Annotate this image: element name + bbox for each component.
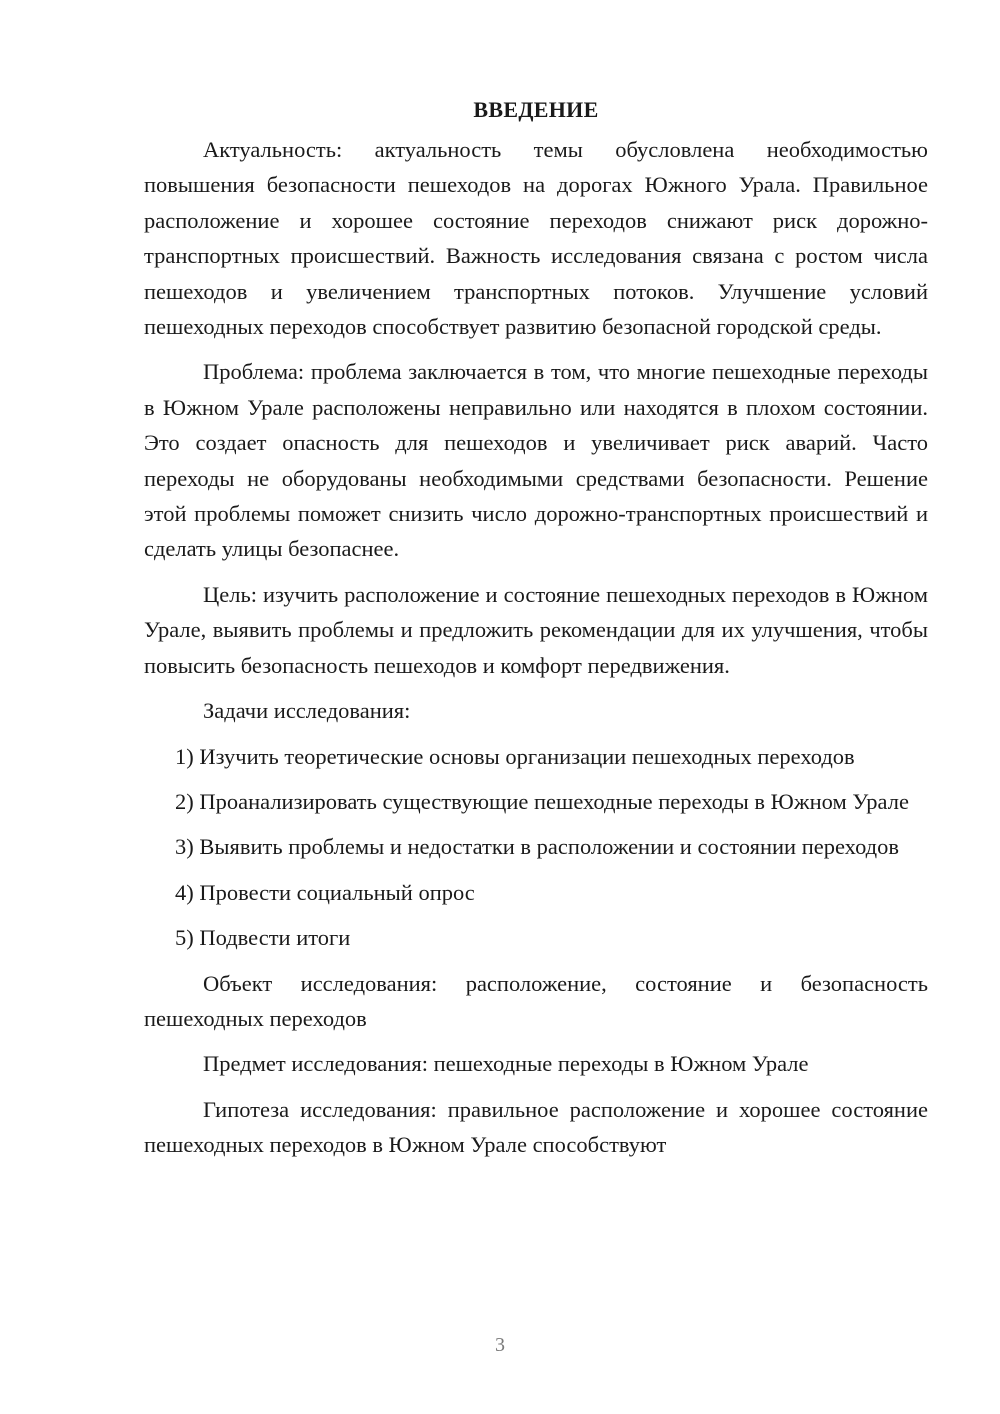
task-item-1: 1) Изучить теоретические основы организации пешеходных переходов — [175, 743, 855, 769]
goal-paragraph: Цель: изучить расположение и состояние пешеходных переходов в Южном Урале, выявить проблемы и предложить рекомендации для их улучшения, чтобы повысить безопасность пешеходов и комфорт передвижения. — [144, 581, 928, 678]
subject-paragraph: Предмет исследования: пешеходные переходы в Южном Урале — [203, 1051, 809, 1077]
tasks-heading: Задачи исследования: — [203, 698, 411, 724]
task-item-2: 2) Проанализировать существующие пешеходные переходы в Южном Урале — [175, 788, 909, 814]
page-number: 3 — [495, 1334, 505, 1356]
section-title: ВВЕДЕНИЕ — [473, 97, 599, 122]
object-paragraph: Объект исследования: расположение, состояние и безопасность пешеходных переходов — [144, 970, 928, 1031]
relevance-paragraph: Актуальность: актуальность темы обусловлена необходимостью повышения безопасности пешеходов на дорогах Южного Урала. Правильное расположение и хорошее состояние переходов снижают риск дорожно-транспортных происшествий. Важность исследования связана с ростом числа пешеходов и увеличением транспортных потоков. Улучшение условий пешеходных переходов способствует развитию безопасной городской среды. — [144, 137, 928, 340]
problem-paragraph: Проблема: проблема заключается в том, что многие пешеходные переходы в Южном Урале расположены неправильно или находятся в плохом состоянии. Это создает опасность для пешеходов и увеличивает риск аварий. Часто переходы не оборудованы необходимыми средствами безопасности. Решение этой проблемы поможет снизить число дорожно-транспортных происшествий и сделать улицы безопаснее. — [144, 359, 928, 562]
hypothesis-paragraph: Гипотеза исследования: правильное расположение и хорошее состояние пешеходных переходов в Южном Урале способствуют — [144, 1096, 928, 1158]
task-item-3: 3) Выявить проблемы и недостатки в расположении и состоянии переходов — [175, 834, 899, 860]
page-content — [144, 92, 928, 1163]
task-item-4: 4) Провести социальный опрос — [175, 879, 475, 905]
task-item-5: 5) Подвести итоги — [175, 925, 351, 951]
